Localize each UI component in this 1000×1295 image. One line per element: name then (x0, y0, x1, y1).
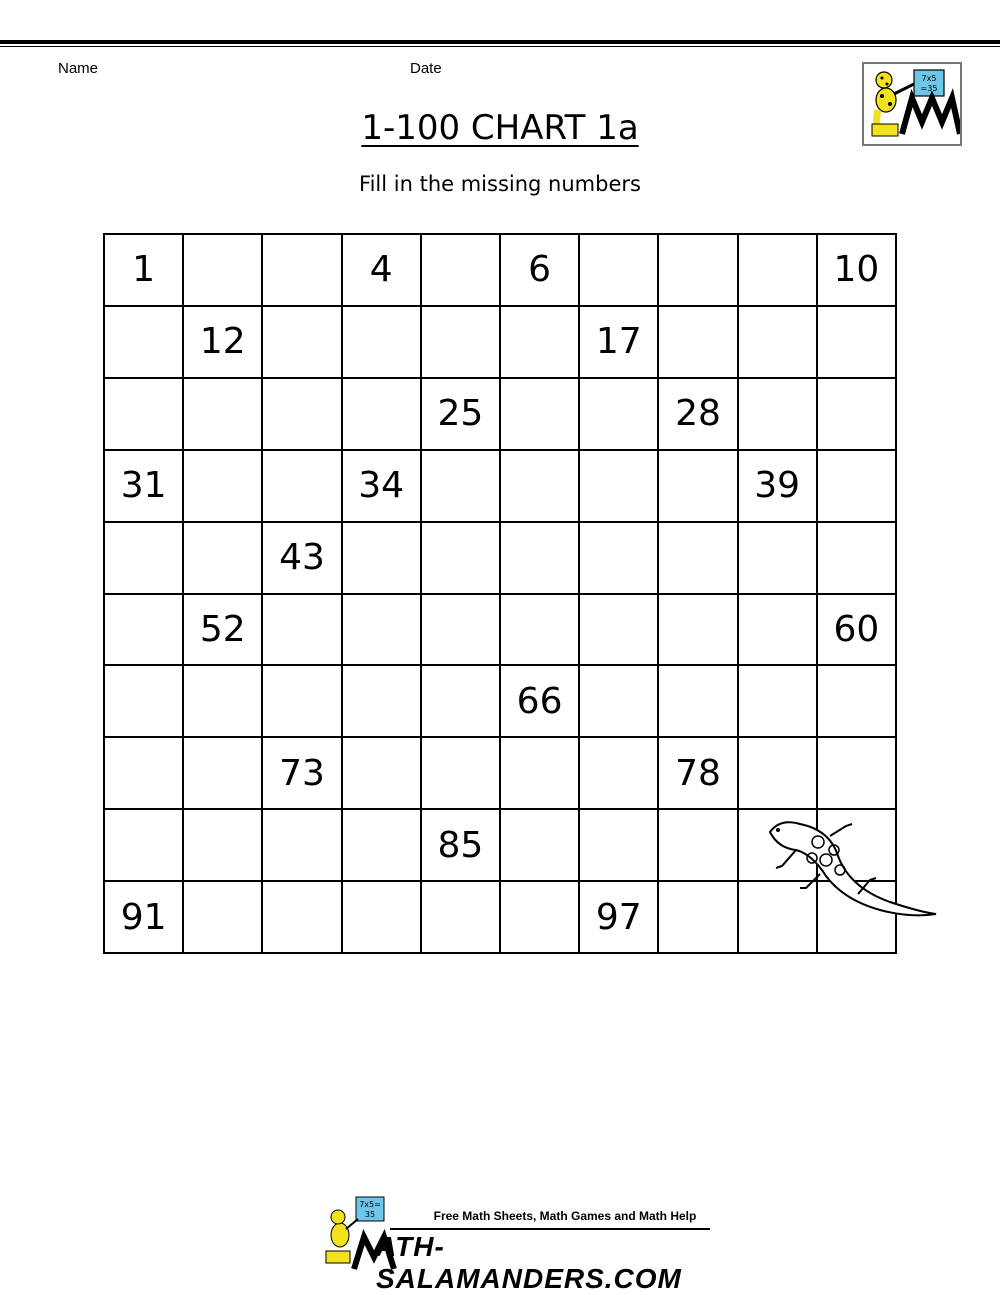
grid-cell-blank[interactable] (263, 666, 342, 738)
grid-cell-blank[interactable] (105, 810, 184, 882)
grid-cell-blank[interactable] (263, 451, 342, 523)
grid-cell-blank[interactable] (184, 666, 263, 738)
grid-cell-blank[interactable] (659, 666, 738, 738)
grid-cell-blank[interactable] (343, 307, 422, 379)
grid-cell-blank[interactable] (818, 451, 897, 523)
footer-board-line1: 7x5= (359, 1200, 381, 1209)
name-label: Name (58, 60, 99, 77)
grid-cell-blank[interactable] (739, 307, 818, 379)
grid-cell-blank[interactable] (263, 595, 342, 667)
grid-cell-blank[interactable] (422, 307, 501, 379)
grid-cell-blank[interactable] (501, 882, 580, 954)
grid-cell-blank[interactable] (501, 451, 580, 523)
grid-cell-blank[interactable] (184, 451, 263, 523)
grid-cell-blank[interactable] (105, 379, 184, 451)
grid-cell-blank[interactable] (580, 738, 659, 810)
grid-cell-blank[interactable] (659, 451, 738, 523)
grid-cell-blank[interactable] (501, 523, 580, 595)
grid-cell-blank[interactable] (343, 882, 422, 954)
grid-cell-blank[interactable] (343, 738, 422, 810)
grid-cell-number: 34 (343, 451, 422, 523)
grid-cell-blank[interactable] (501, 810, 580, 882)
grid-cell-blank[interactable] (343, 595, 422, 667)
grid-cell-blank[interactable] (422, 523, 501, 595)
grid-cell-blank[interactable] (184, 523, 263, 595)
grid-cell-number: 97 (580, 882, 659, 954)
grid-cell-number: 31 (105, 451, 184, 523)
site-footer (320, 1195, 720, 1294)
grid-cell-blank[interactable] (659, 235, 738, 307)
logo-board-line1: 7x5 (921, 74, 937, 83)
grid-cell-blank[interactable] (659, 595, 738, 667)
grid-cell-blank[interactable] (501, 307, 580, 379)
top-rule-thin (0, 46, 1000, 47)
grid-cell-number: 4 (343, 235, 422, 307)
grid-cell-blank[interactable] (422, 235, 501, 307)
grid-cell-blank[interactable] (184, 810, 263, 882)
grid-cell-blank[interactable] (659, 810, 738, 882)
logo-board-line2: =35 (920, 84, 938, 93)
top-rule (0, 40, 1000, 44)
grid-cell-blank[interactable] (184, 882, 263, 954)
grid-cell-blank[interactable] (263, 235, 342, 307)
grid-cell-blank[interactable] (105, 738, 184, 810)
grid-cell-blank[interactable] (659, 523, 738, 595)
footer-divider (390, 1228, 710, 1230)
grid-cell-blank[interactable] (818, 523, 897, 595)
grid-cell-number: 6 (501, 235, 580, 307)
grid-cell-blank[interactable] (343, 523, 422, 595)
grid-cell-number: 52 (184, 595, 263, 667)
grid-cell-number: 39 (739, 451, 818, 523)
grid-cell-blank[interactable] (739, 379, 818, 451)
grid-cell-blank[interactable] (422, 882, 501, 954)
grid-cell-blank[interactable] (422, 738, 501, 810)
grid-cell-blank[interactable] (580, 451, 659, 523)
grid-cell-blank[interactable] (580, 810, 659, 882)
grid-cell-number: 73 (263, 738, 342, 810)
footer-tagline: Free Math Sheets, Math Games and Math Help (433, 1209, 697, 1223)
salamander-drawing-icon (760, 810, 950, 930)
grid-cell-blank[interactable] (422, 451, 501, 523)
grid-cell-blank[interactable] (659, 882, 738, 954)
grid-cell-blank[interactable] (343, 379, 422, 451)
grid-cell-blank[interactable] (818, 379, 897, 451)
grid-cell-blank[interactable] (739, 523, 818, 595)
grid-cell-number: 78 (659, 738, 738, 810)
worksheet-title-text: 1-100 CHART 1a (361, 108, 639, 148)
grid-cell-blank[interactable] (580, 595, 659, 667)
grid-cell-blank[interactable] (818, 307, 897, 379)
grid-cell-number: 91 (105, 882, 184, 954)
grid-cell-number: 17 (580, 307, 659, 379)
footer-site-name: ATH-SALAMANDERS.COM (376, 1231, 682, 1294)
grid-cell-blank[interactable] (501, 738, 580, 810)
worksheet-title (0, 108, 1000, 148)
grid-cell-blank[interactable] (263, 379, 342, 451)
grid-cell-blank[interactable] (580, 666, 659, 738)
grid-cell-number: 85 (422, 810, 501, 882)
grid-cell-blank[interactable] (501, 379, 580, 451)
grid-cell-blank[interactable] (818, 666, 897, 738)
grid-cell-blank[interactable] (422, 666, 501, 738)
grid-cell-blank[interactable] (739, 235, 818, 307)
grid-cell-number: 25 (422, 379, 501, 451)
grid-cell-blank[interactable] (659, 307, 738, 379)
grid-cell-blank[interactable] (501, 595, 580, 667)
grid-cell-blank[interactable] (739, 666, 818, 738)
grid-cell-blank[interactable] (184, 235, 263, 307)
grid-cell-number: 28 (659, 379, 738, 451)
grid-cell-number: 10 (818, 235, 897, 307)
grid-cell-number: 1 (105, 235, 184, 307)
worksheet-instruction: Fill in the missing numbers (359, 172, 641, 196)
grid-cell-blank[interactable] (263, 810, 342, 882)
grid-cell-blank[interactable] (184, 738, 263, 810)
grid-cell-number: 60 (818, 595, 897, 667)
grid-cell-number: 66 (501, 666, 580, 738)
grid-cell-blank[interactable] (580, 235, 659, 307)
date-label: Date (410, 60, 442, 77)
grid-cell-blank[interactable] (343, 666, 422, 738)
grid-cell-blank[interactable] (580, 379, 659, 451)
grid-cell-blank[interactable] (343, 810, 422, 882)
grid-cell-blank[interactable] (739, 738, 818, 810)
grid-cell-blank[interactable] (580, 523, 659, 595)
grid-cell-blank[interactable] (105, 595, 184, 667)
grid-cell-blank[interactable] (739, 595, 818, 667)
grid-cell-blank[interactable] (105, 307, 184, 379)
grid-cell-blank[interactable] (818, 738, 897, 810)
grid-cell-blank[interactable] (422, 595, 501, 667)
grid-cell-number: 12 (184, 307, 263, 379)
grid-cell-blank[interactable] (184, 379, 263, 451)
grid-cell-blank[interactable] (105, 666, 184, 738)
grid-cell-number: 43 (263, 523, 342, 595)
grid-cell-blank[interactable] (105, 523, 184, 595)
footer-board-line2: 35 (364, 1210, 376, 1219)
grid-cell-blank[interactable] (263, 307, 342, 379)
grid-cell-blank[interactable] (263, 882, 342, 954)
